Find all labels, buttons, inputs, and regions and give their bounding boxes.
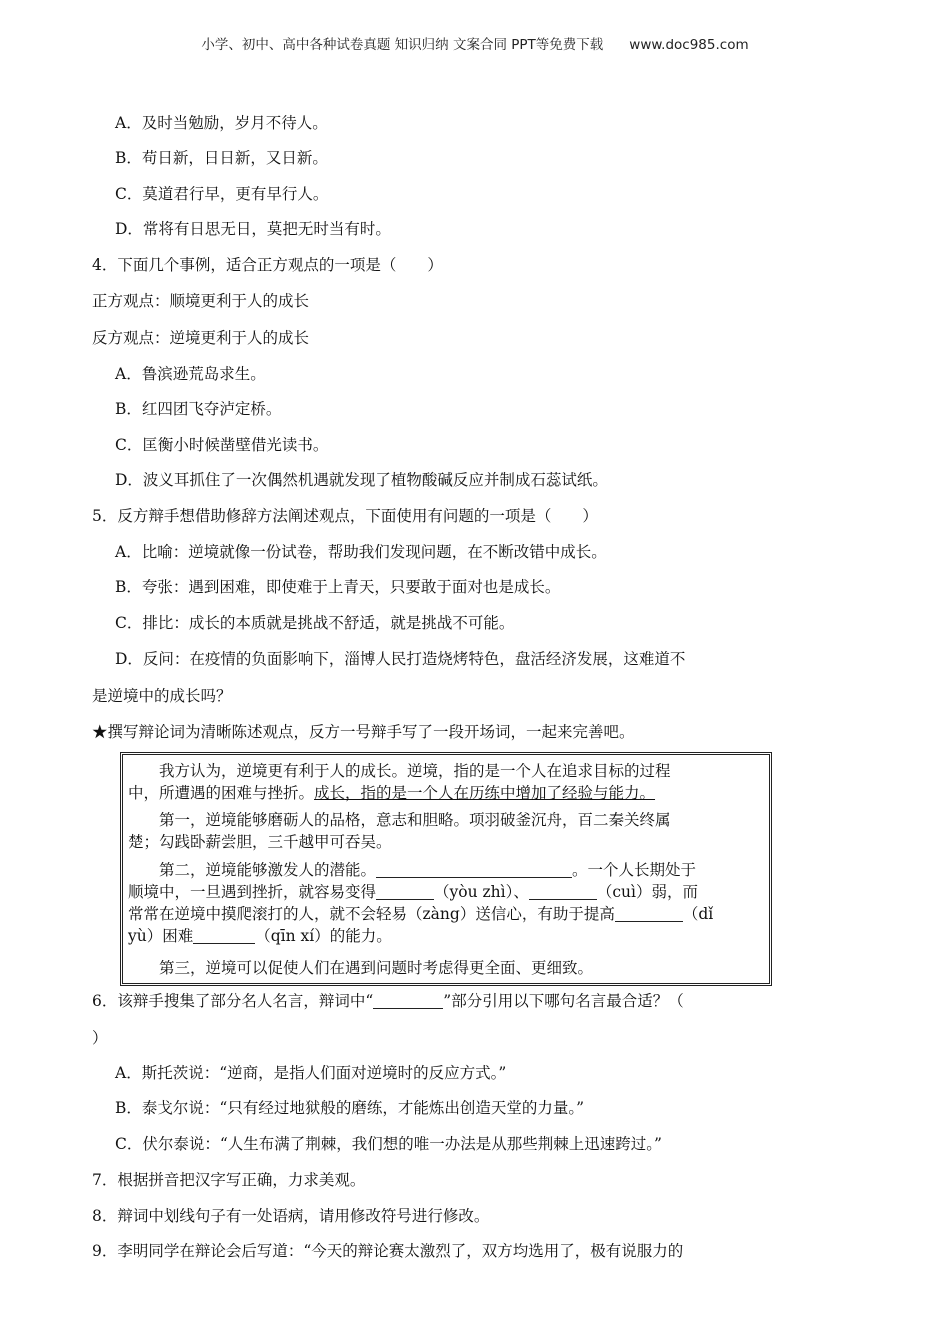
task-instruction: ★撰写辩论词为清晰陈述观点，反方一号辩手写了一段开场词，一起来完善吧。 xyxy=(92,723,635,741)
speech-p3-line4 xyxy=(128,925,768,947)
q5-option-b: B．夸张：遇到困难，即使难于上青天，只要敢于面对也是成长。 xyxy=(115,578,561,596)
q5-option-c: C．排比：成长的本质就是挑战不舒适，就是挑战不可能。 xyxy=(115,614,515,632)
q7-stem: 7．根据拼音把汉字写正确，力求美观。 xyxy=(92,1171,366,1189)
q4-con-view: 反方观点：逆境更利于人的成长 xyxy=(92,329,310,347)
q3-option-a: A．及时当勉励，岁月不待人。 xyxy=(115,114,328,132)
speech-p3-line1-a: 第二，逆境能够激发人的潜能。 xyxy=(159,861,377,879)
q4-option-b: B．红四团飞夺泸定桥。 xyxy=(115,400,282,418)
q3-option-d: D．常将有日思无日，莫把无时当有时。 xyxy=(115,220,391,238)
speech-p3-line2-c: （cuì）弱，而 xyxy=(596,883,698,901)
q6-option-b: B．泰戈尔说：“只有经过地狱般的磨练，才能炼出创造天堂的力量。” xyxy=(115,1099,584,1117)
q5-option-a: A．比喻：逆境就像一份试卷，帮助我们发现问题，在不断改错中成长。 xyxy=(115,543,607,561)
q4-pro-view: 正方观点：顺境更利于人的成长 xyxy=(92,292,310,310)
debate-speech-box xyxy=(120,752,772,986)
q6-stem-b: ”部分引用以下哪句名言最合适？（ xyxy=(443,992,684,1010)
speech-p3-line4-a: yù）困难 xyxy=(128,927,194,945)
q4-option-d: D．波义耳抓住了一次偶然机遇就发现了植物酸碱反应并制成石蕊试纸。 xyxy=(115,471,608,489)
speech-p3-line2-b: （yòu zhì）、 xyxy=(434,883,529,901)
blank-qinxi[interactable] xyxy=(193,927,255,944)
q6-stem xyxy=(92,990,684,1012)
speech-p4: 第三，逆境可以促使人们在遇到问题时考虑得更全面、更细致。 xyxy=(159,959,594,977)
q5-option-d: D．反问：在疫情的负面影响下，淄博人民打造烧烤特色，盘活经济发展，这难道不 xyxy=(115,650,686,668)
blank-youzhi[interactable] xyxy=(376,883,434,900)
header-text: 小学、初中、高中各种试卷真题 知识归纳 文案合同 PPT等免费下载 xyxy=(201,37,604,53)
q6-option-c: C．伏尔泰说：“人生布满了荆棘，我们想的唯一办法是从那些荆棘上迅速跨过。” xyxy=(115,1135,662,1153)
speech-p2-line1: 第一，逆境能够磨砺人的品格，意志和胆略。项羽破釜沉舟，百二秦关终属 xyxy=(159,811,671,829)
q8-stem: 8．辩词中划线句子有一处语病，请用修改符号进行修改。 xyxy=(92,1207,490,1225)
q6-blank xyxy=(373,992,443,1009)
q3-option-b: B．苟日新，日日新，又日新。 xyxy=(115,149,328,167)
speech-p1-line2 xyxy=(128,782,768,804)
speech-p3-line4-b: （qīn xí）的能力。 xyxy=(255,927,392,945)
q5-stem: 5．反方辩手想借助修辞方法阐述观点，下面使用有问题的一项是（ ） xyxy=(92,507,598,525)
speech-p2-line2: 楚；勾践卧薪尝胆，三千越甲可吞吴。 xyxy=(128,833,392,851)
header-url[interactable]: www.doc985.com xyxy=(629,37,749,53)
speech-p3-line2 xyxy=(128,881,768,903)
q4-option-a: A．鲁滨逊荒岛求生。 xyxy=(115,365,266,383)
quote-blank[interactable] xyxy=(376,861,572,878)
speech-p1-line1: 我方认为，逆境更有利于人的成长。逆境，指的是一个人在追求目标的过程 xyxy=(159,762,671,780)
q6-stem-cont: ） xyxy=(92,1029,108,1047)
q5-option-d-cont: 是逆境中的成长吗？ xyxy=(92,687,232,705)
speech-p3-line3-a: 常常在逆境中摸爬滚打的人，就不会轻易（zàng）送信心，有助于提高 xyxy=(128,905,615,923)
q3-option-c: C．莫道君行早，更有早行人。 xyxy=(115,185,329,203)
q6-option-a: A．斯托茨说：“逆商，是指人们面对逆境时的反应方式。” xyxy=(115,1064,507,1082)
speech-p3-line3 xyxy=(128,903,768,925)
q6-stem-a: 6．该辩手搜集了部分名人名言，辩词中“ xyxy=(92,992,374,1010)
underlined-sentence: 成长，指的是一个人在历练中增加了经验与能力。 xyxy=(314,784,656,802)
speech-p3-line2-a: 顺境中，一旦遇到挫折，就容易变得 xyxy=(128,883,377,901)
q4-option-c: C．匡衡小时候凿壁借光读书。 xyxy=(115,436,329,454)
speech-p1-line2-a: 中，所遭遇的困难与挫折。 xyxy=(128,784,315,802)
speech-p3-line3-b: （dǐ xyxy=(682,905,714,923)
speech-p3-line1 xyxy=(128,859,768,881)
speech-p3-line1-b: 。一个人长期处于 xyxy=(572,861,697,879)
blank-diyu[interactable] xyxy=(615,905,683,922)
page-header xyxy=(0,33,950,53)
blank-cui[interactable] xyxy=(529,883,597,900)
q9-stem: 9．李明同学在辩论会后写道：“今天的辩论赛太激烈了，双方均选用了，极有说服力的 xyxy=(92,1242,684,1260)
q4-stem: 4．下面几个事例，适合正方观点的一项是（ ） xyxy=(92,256,443,274)
